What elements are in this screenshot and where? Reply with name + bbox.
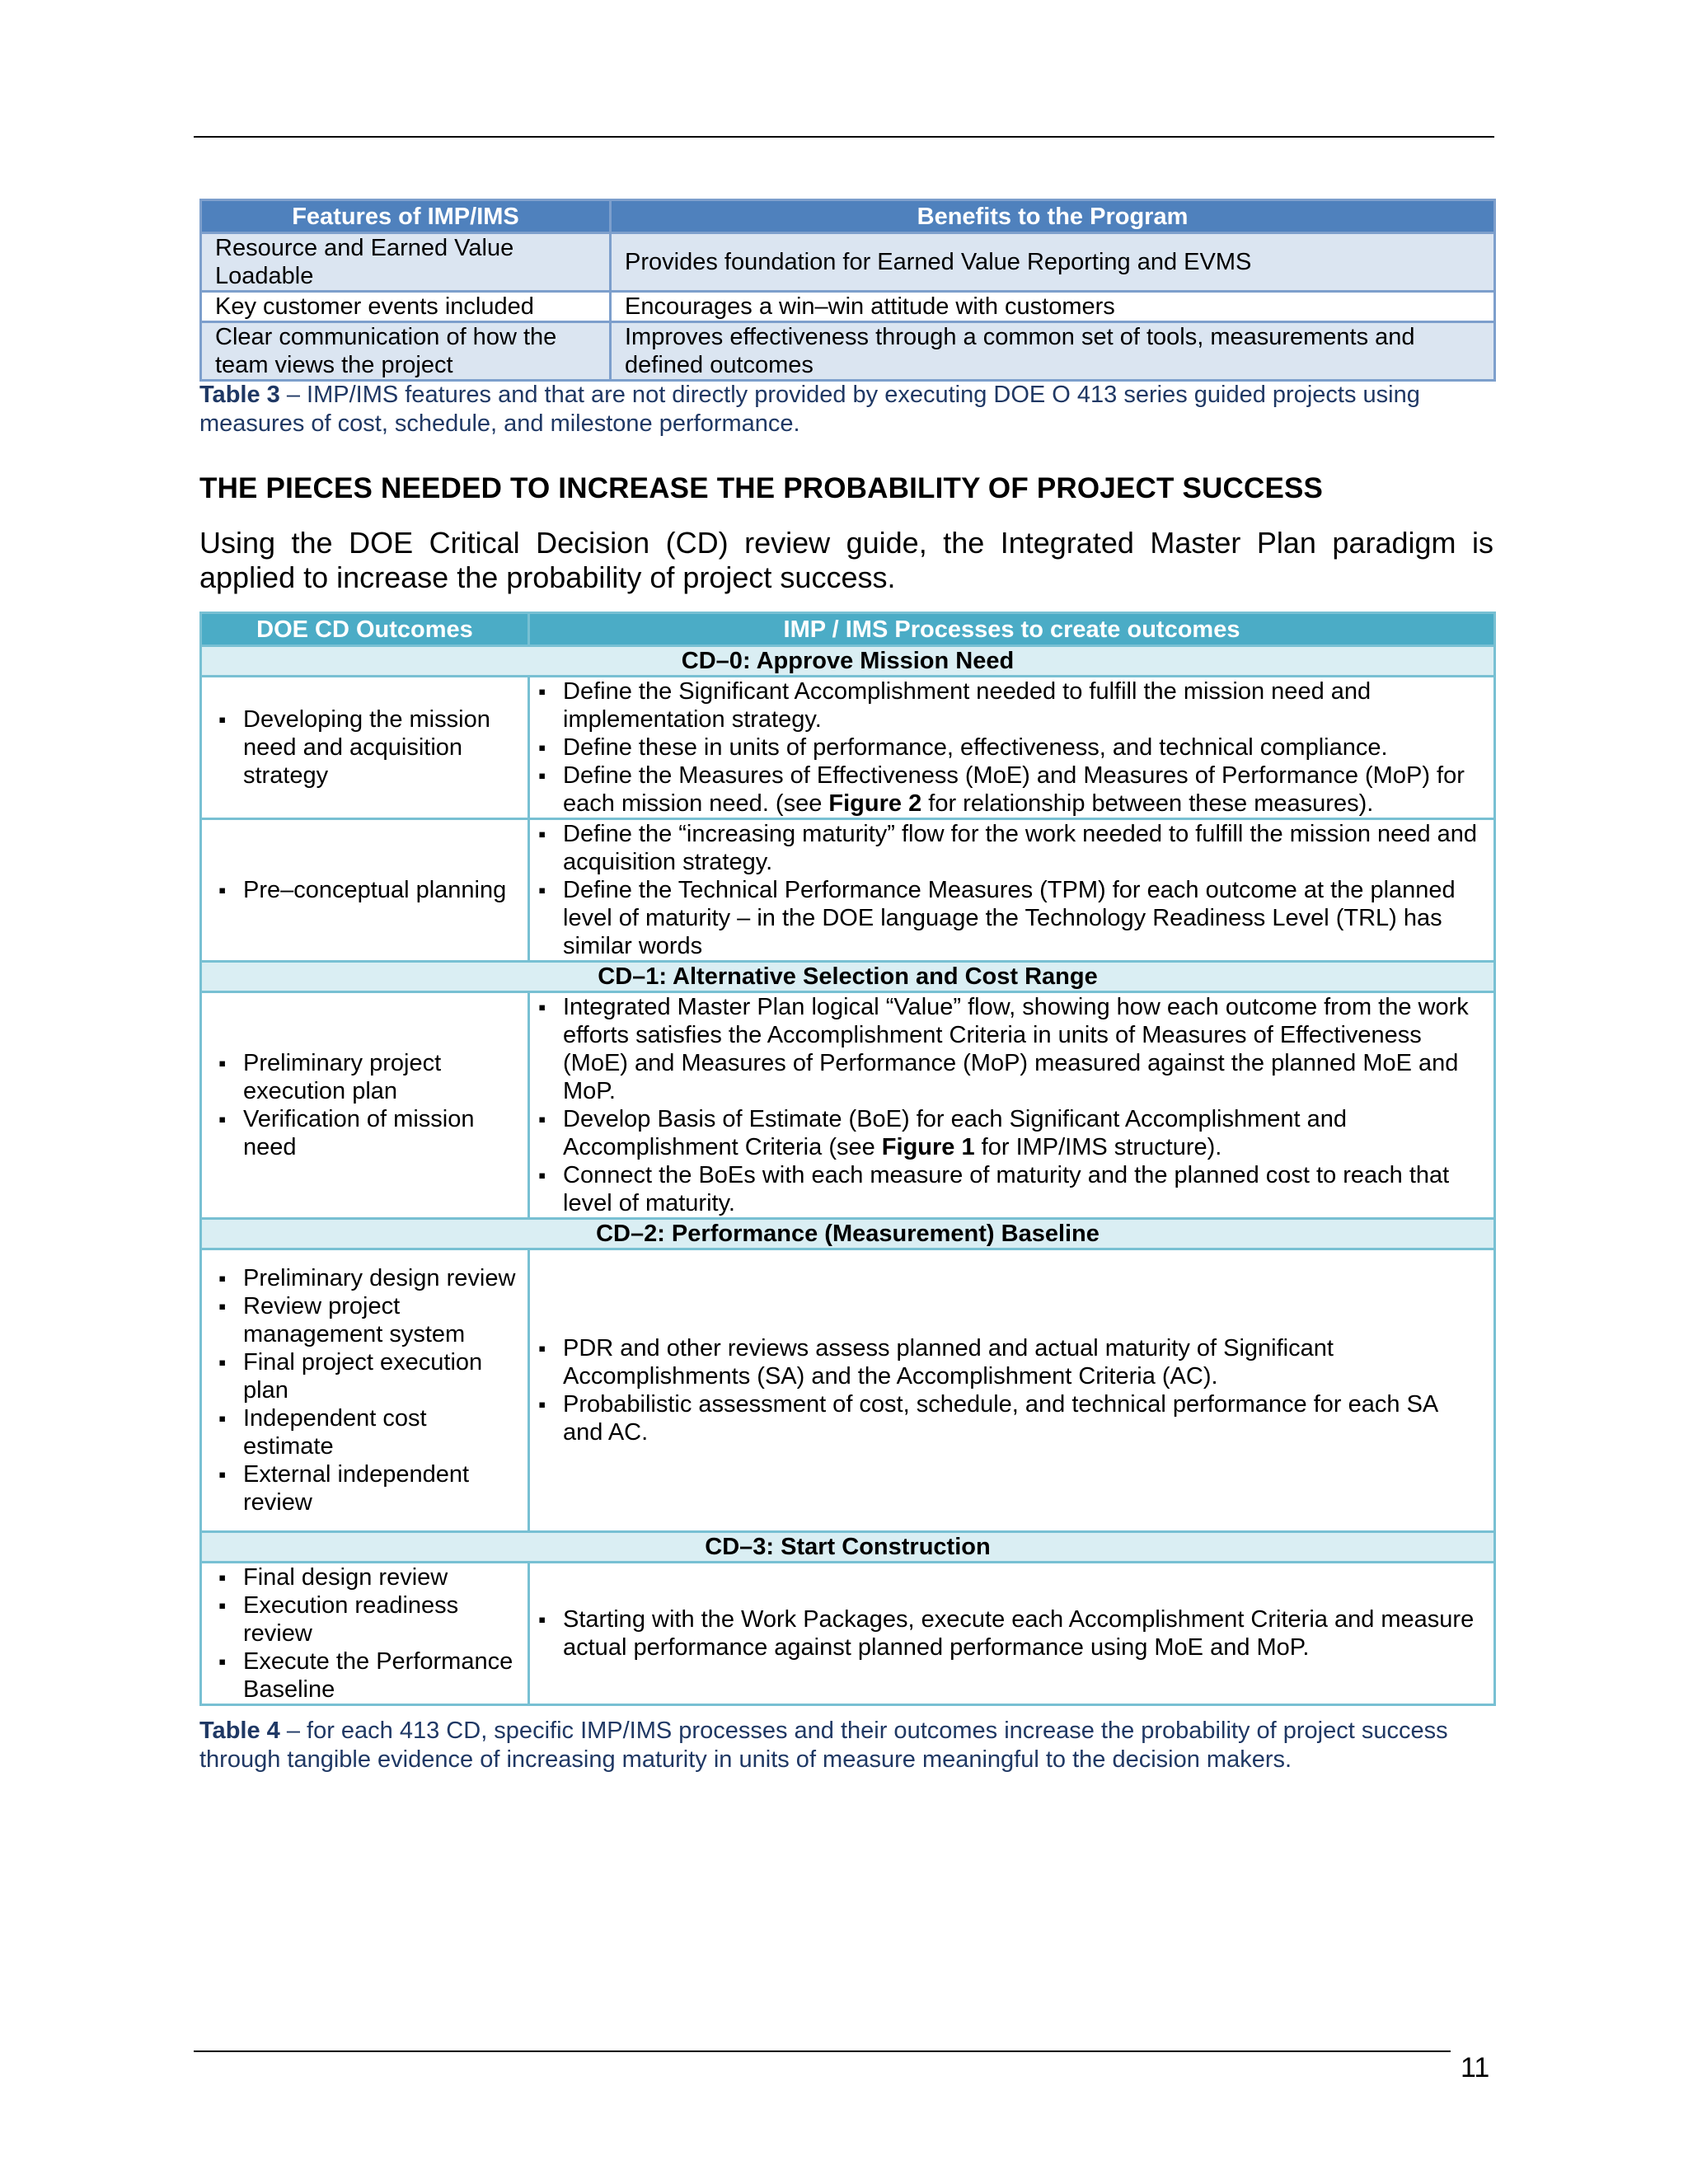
outcomes-cell [201,819,529,962]
list-item: ▪ Execute the Performance Baseline [218,1647,523,1704]
table-3-benefit-cell: Encourages a win–win attitude with customers [611,292,1495,322]
table-3-header-benefits: Benefits to the Program [611,200,1495,233]
table-row [201,292,1495,322]
list-item: ▪ PDR and other reviews assess planned and actual maturity of Significant Accomplishments (SA) and the Accomplishment Criteria (AC). [538,1334,1482,1390]
list-item: ▪ Define the Technical Performance Measures (TPM) for each outcome at the planned level of maturity – in the DOE language the Technology Readiness Level (TRL) has similar words [538,876,1482,960]
processes-cell [529,992,1495,1219]
table-4-header-outcomes: DOE CD Outcomes [201,613,529,646]
list-item: ▪ Preliminary project execution plan [218,1049,523,1105]
cd3-phase-row [201,1532,1495,1563]
list-item: ▪ Connect the BoEs with each measure of maturity and the planned cost to reach that level of maturity. [538,1161,1482,1217]
table-3-benefit-cell: Provides foundation for Earned Value Reporting and EVMS [611,233,1495,292]
intro-paragraph: Using the DOE Critical Decision (CD) review guide, the Integrated Master Plan paradigm is applied to increase the probability of project success. [199,526,1493,594]
table-row [201,992,1495,1219]
page-number: 11 [1461,2052,1490,2083]
figure-1-reference: Figure 1 [881,1134,975,1160]
table-3-benefit-cell: Improves effectiveness through a common set of tools, measurements and defined outcomes [611,322,1495,381]
table-row [201,1249,1495,1532]
table-3-caption-text: – IMP/IMS features and that are not directly provided by executing DOE O 413 series guided projects using measures of cost, schedule, and milestone performance. [199,382,1420,437]
table-4 [199,612,1496,1706]
cd0-title: CD–0: Approve Mission Need [201,646,1495,677]
table-row [201,819,1495,962]
list-item: ▪ Independent cost estimate [218,1404,523,1460]
list-item: ▪ External independent review [218,1460,523,1516]
footer-rule [194,2050,1451,2052]
table-4-header-processes: IMP / IMS Processes to create outcomes [529,613,1495,646]
table-row [201,1563,1495,1705]
cd0-phase-row [201,646,1495,677]
table-4-caption [199,1717,1498,1774]
table-4-header-row [201,613,1495,646]
table-3-caption [199,381,1498,438]
table-row [201,233,1495,292]
table-row [201,677,1495,819]
list-item: ▪ Define the Measures of Effectiveness (MoE) and Measures of Performance (MoP) for each mission need. (see Figure 2 for relationship between these measures). [538,762,1482,818]
table-row [201,322,1495,381]
list-item: ▪ Review project management system [218,1292,523,1348]
list-item: ▪ Develop Basis of Estimate (BoE) for each Significant Accomplishment and Accomplishment Criteria (see Figure 1 for IMP/IMS structure). [538,1105,1482,1161]
list-item: ▪ Developing the mission need and acquisition strategy [218,705,523,790]
processes-cell [529,1563,1495,1705]
list-item: ▪ Probabilistic assessment of cost, schedule, and technical performance for each SA and AC. [538,1390,1482,1446]
table-3-caption-label: Table 3 [199,382,280,408]
cd1-phase-row [201,962,1495,992]
outcomes-cell [201,1249,529,1532]
section-heading: THE PIECES NEEDED TO INCREASE THE PROBABILITY OF PROJECT SUCCESS [199,472,1324,504]
table-3-feature-cell: Resource and Earned Value Loadable [201,233,611,292]
list-item: ▪ Final project execution plan [218,1348,523,1404]
processes-cell [529,677,1495,819]
table-3-header-features: Features of IMP/IMS [201,200,611,233]
list-item: ▪ Define the Significant Accomplishment needed to fulfill the mission need and implementation strategy. [538,677,1482,733]
table-3-feature-cell: Clear communication of how the team views the project [201,322,611,381]
header-rule [194,136,1494,138]
table-4-caption-text: – for each 413 CD, specific IMP/IMS processes and their outcomes increase the probability of project success through tangible evidence of increasing maturity in units of measure meaningful to the decision makers. [199,1718,1448,1773]
list-item: ▪ Final design review [218,1563,523,1591]
outcomes-cell [201,1563,529,1705]
cd3-title: CD–3: Start Construction [201,1532,1495,1563]
table-3-feature-cell: Key customer events included [201,292,611,322]
processes-cell [529,1249,1495,1532]
cd2-title: CD–2: Performance (Measurement) Baseline [201,1219,1495,1249]
cd2-phase-row [201,1219,1495,1249]
cd1-title: CD–1: Alternative Selection and Cost Range [201,962,1495,992]
table-3 [199,199,1496,382]
list-item: ▪ Preliminary design review [218,1264,523,1292]
outcomes-cell [201,992,529,1219]
list-item: ▪ Define these in units of performance, effectiveness, and technical compliance. [538,733,1482,762]
list-item: ▪ Execution readiness review [218,1591,523,1647]
list-item: ▪ Verification of mission need [218,1105,523,1161]
outcomes-cell [201,677,529,819]
table-4-caption-label: Table 4 [199,1718,280,1744]
table-3-header-row [201,200,1495,233]
list-item: ▪ Define the “increasing maturity” flow for the work needed to fulfill the mission need and acquisition strategy. [538,820,1482,876]
figure-2-reference: Figure 2 [828,790,922,817]
list-item: ▪ Pre–conceptual planning [218,876,523,904]
processes-cell [529,819,1495,962]
list-item: ▪ Integrated Master Plan logical “Value” flow, showing how each outcome from the work efforts satisfies the Accomplishment Criteria in units of Measures of Effectiveness (MoE) and Measures of Performance (MoP) measured against the planned MoE and MoP. [538,993,1482,1105]
list-item: ▪ Starting with the Work Packages, execute each Accomplishment Criteria and measure actual performance against planned performance using MoE and MoP. [538,1605,1482,1661]
